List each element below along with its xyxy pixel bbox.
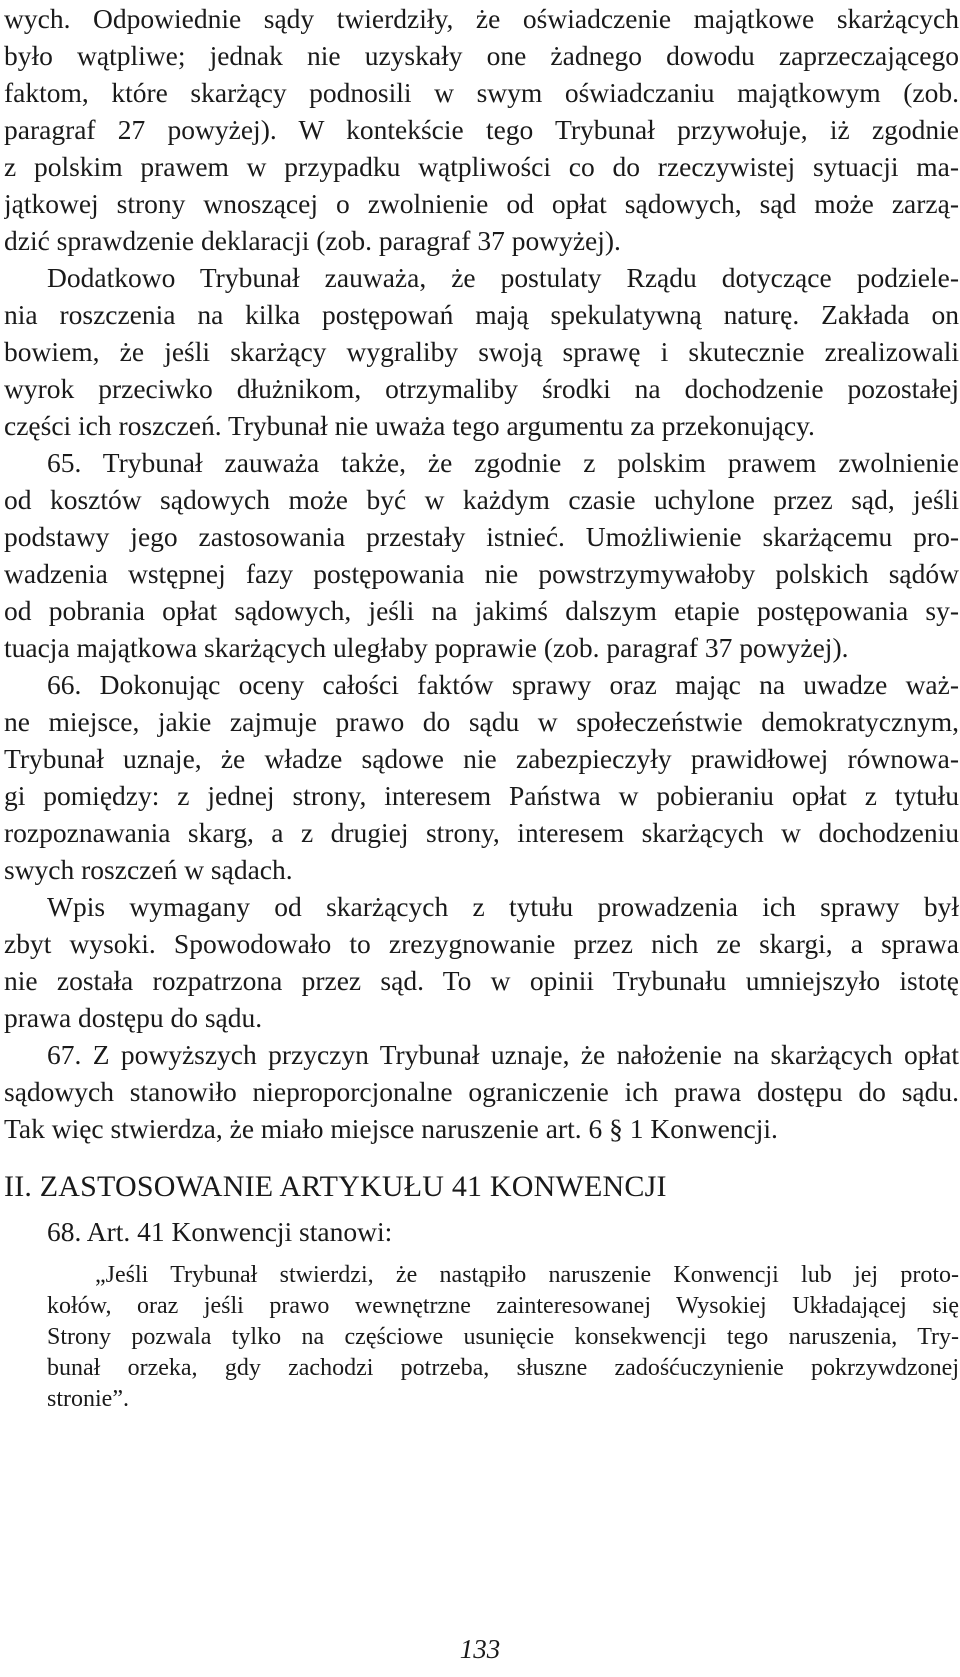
text-line: wyrok przeciwko dłużnikom, otrzymaliby środki na dochodzenie pozostałej — [4, 373, 959, 404]
text-line: jątkowej strony wnoszącej o zwolnienie od opłat sądowych, sąd może zarzą- — [4, 188, 959, 219]
text-line: od pobrania opłat sądowych, jeśli na jakimś dalszym etapie postępowania sy- — [4, 595, 959, 626]
text-line: 66. Dokonując oceny całości faktów sprawy oraz mając na uwadze waż- — [47, 669, 959, 700]
text-line: nie została rozpatrzona przez sąd. To w opinii Trybunału umniejszyło istotę — [4, 965, 959, 996]
text-line: Trybunał uznaje, że władze sądowe nie zabezpieczyły prawidłowej równowa- — [4, 743, 959, 774]
text-line: rozpoznawania skarg, a z drugiej strony, interesem skarżących w dochodzeniu — [4, 817, 959, 848]
intro-line: 68. Art. 41 Konwencji stanowi: — [47, 1216, 393, 1247]
quote-line: bunał orzeka, gdy zachodzi potrzeba, słuszne zadośćuczynienie pokrzywdzonej — [47, 1355, 959, 1381]
text-line: dzić sprawdzenie deklaracji (zob. paragraf 37 powyżej). — [4, 225, 621, 256]
text-line: wadzenia wstępnej fazy postępowania nie powstrzymywałoby polskich sądów — [4, 558, 959, 589]
text-line: zbyt wysoki. Spowodowało to zrezygnowanie przez nich ze skargi, a sprawa — [4, 928, 959, 959]
section-heading: II. ZASTOSOWANIE ARTYKUŁU 41 KONWENCJI — [4, 1170, 667, 1203]
text-line: faktom, które skarżący podnosili w swym oświadczaniu majątkowym (zob. — [4, 77, 959, 108]
quote-line: „Jeśli Trybunał stwierdzi, że nastąpiło naruszenie Konwencji lub jej proto- — [95, 1262, 959, 1288]
text-line: prawa dostępu do sądu. — [4, 1002, 263, 1033]
text-line: sądowych stanowiło nieproporcjonalne ograniczenie ich prawa dostępu do sądu. — [4, 1076, 959, 1107]
text-line: od kosztów sądowych może być w każdym czasie uchylone przez sąd, jeśli — [4, 484, 959, 515]
text-line: bowiem, że jeśli skarżący wygraliby swoją sprawę i skutecznie zrealizowali — [4, 336, 959, 367]
text-line: Tak więc stwierdza, że miało miejsce naruszenie art. 6 § 1 Konwencji. — [4, 1113, 778, 1144]
text-line: 65. Trybunał zauważa także, że zgodnie z polskim prawem zwolnienie — [47, 447, 959, 478]
page-number: 133 — [459, 1634, 501, 1664]
quote-line: kołów, oraz jeśli prawo wewnętrzne zainteresowanej Wysokiej Układającej się — [47, 1293, 959, 1319]
text-line: paragraf 27 powyżej). W kontekście tego Trybunał przywołuje, iż zgodnie — [4, 114, 959, 145]
document-page — [4, 0, 959, 1415]
text-line: gi pomiędzy: z jednej strony, interesem Państwa w pobieraniu opłat z tytułu — [4, 780, 959, 811]
text-line: nia roszczenia na kilka postępowań mają spekulatywną naturę. Zakłada on — [4, 299, 959, 330]
text-line: podstawy jego zastosowania przestały istnieć. Umożliwienie skarżącemu pro- — [4, 521, 959, 552]
quote-line: stronie”. — [47, 1386, 129, 1412]
text-line: z polskim prawem w przypadku wątpliwości co do rzeczywistej sytuacji ma- — [4, 151, 959, 182]
text-line: Wpis wymagany od skarżących z tytułu prowadzenia ich sprawy był — [47, 891, 959, 922]
body-text — [4, 0, 959, 1147]
text-line: było wątpliwe; jednak nie uzyskały one żadnego dowodu zaprzeczającego — [4, 40, 959, 71]
text-line: wych. Odpowiednie sądy twierdziły, że oświadczenie majątkowe skarżących — [4, 3, 959, 34]
text-line: ne miejsce, jakie zajmuje prawo do sądu w społeczeństwie demokratycznym, — [4, 706, 959, 737]
quote-block — [4, 1260, 959, 1415]
quote-line: Strony pozwala tylko na częściowe usunięcie konsekwencji tego naruszenia, Try- — [47, 1324, 959, 1350]
text-line: Dodatkowo Trybunał zauważa, że postulaty Rządu dotyczące podziele- — [47, 262, 959, 293]
text-line: tuacja majątkowa skarżących uległaby poprawie (zob. paragraf 37 powyżej). — [4, 632, 849, 663]
text-line: 67. Z powyższych przyczyn Trybunał uznaje, że nałożenie na skarżących opłat — [47, 1039, 959, 1070]
text-line: swych roszczeń w sądach. — [4, 854, 293, 885]
text-line: części ich roszczeń. Trybunał nie uważa tego argumentu za przekonujący. — [4, 410, 815, 441]
